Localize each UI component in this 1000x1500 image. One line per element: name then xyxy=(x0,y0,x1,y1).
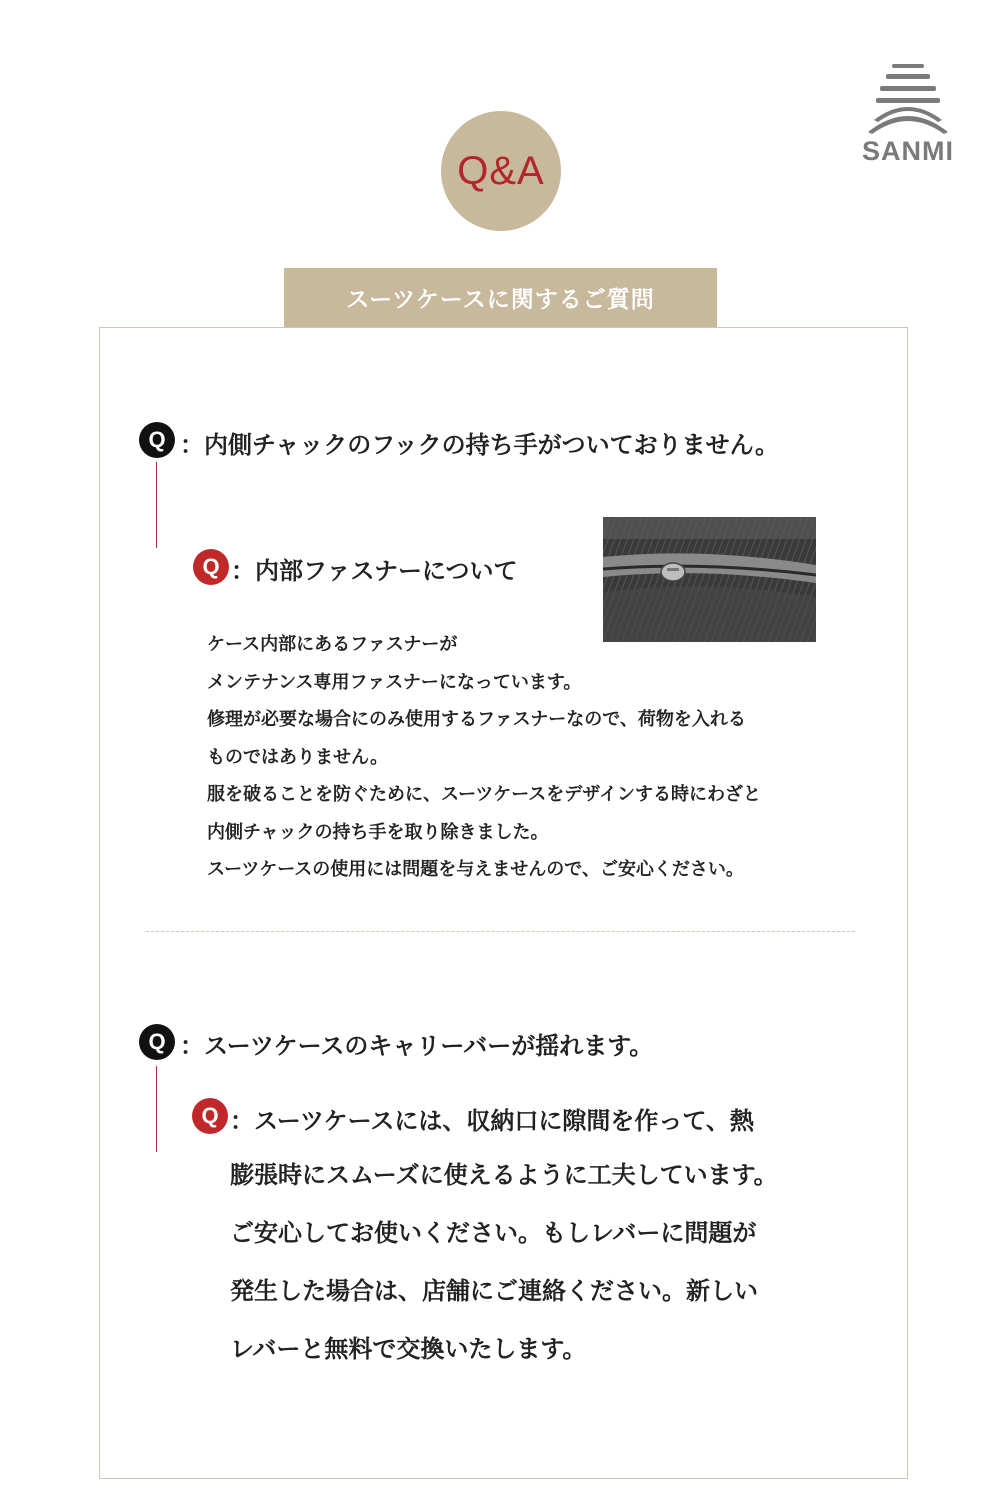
sanmi-logo-icon xyxy=(866,58,950,136)
answer-1-line: ものではありません。 xyxy=(207,746,389,768)
answer-1-line: 服を破ることを防ぐために、スーツケースをデザインする時にわざと xyxy=(207,784,762,805)
answer-2-line: 膨張時にスムーズに使えるように工夫しています。 xyxy=(230,1161,778,1189)
question-2-sub-badge: Q xyxy=(192,1098,228,1134)
question-1-text: ：内側チャックのフックの持ち手がついておりません。 xyxy=(180,431,780,459)
answer-2-line: ご安心してお使いください。もしレバーに問題が xyxy=(230,1219,757,1247)
zipper-photo-icon xyxy=(603,517,816,642)
question-2-connector xyxy=(156,1066,157,1152)
zipper-photo xyxy=(603,517,816,642)
section-divider xyxy=(146,931,855,932)
qa-label: Q&A xyxy=(457,148,545,193)
answer-1-line: メンテナンス専用ファスナーになっています。 xyxy=(207,671,582,693)
question-2-text: ：スーツケースのキャリーバーが揺れます。 xyxy=(180,1032,654,1060)
answer-2-text xyxy=(230,1146,850,1378)
answer-1-line: 修理が必要な場合にのみ使用するファスナーなので、荷物を入れる xyxy=(207,709,746,730)
answer-2-line: 発生した場合は、店舗にご連絡ください。新しい xyxy=(230,1277,758,1305)
answer-1-line: ケース内部にあるファスナーが xyxy=(207,634,458,655)
answer-1-line: 内側チャックの持ち手を取り除きました。 xyxy=(207,821,549,843)
question-1-sub-title: ：内部ファスナーについて xyxy=(231,557,518,585)
question-1-sub-badge: Q xyxy=(193,549,229,585)
section-banner: スーツケースに関するご質問 xyxy=(284,268,717,327)
sanmi-logo xyxy=(856,58,960,168)
logo-text: SANMI xyxy=(862,136,954,166)
answer-1-line: スーツケースの使用には問題を与えませんので、ご安心ください。 xyxy=(207,859,744,880)
qa-badge xyxy=(441,111,561,231)
question-2-sub-first-line: ：スーツケースには、収納口に隙間を作って、熱 xyxy=(230,1107,754,1135)
answer-1-text xyxy=(207,626,867,889)
question-1-badge: Q xyxy=(139,422,175,458)
question-1-connector xyxy=(156,462,157,548)
answer-2-line: レバーと無料で交換いたします。 xyxy=(230,1335,587,1363)
question-2-badge: Q xyxy=(139,1024,175,1060)
